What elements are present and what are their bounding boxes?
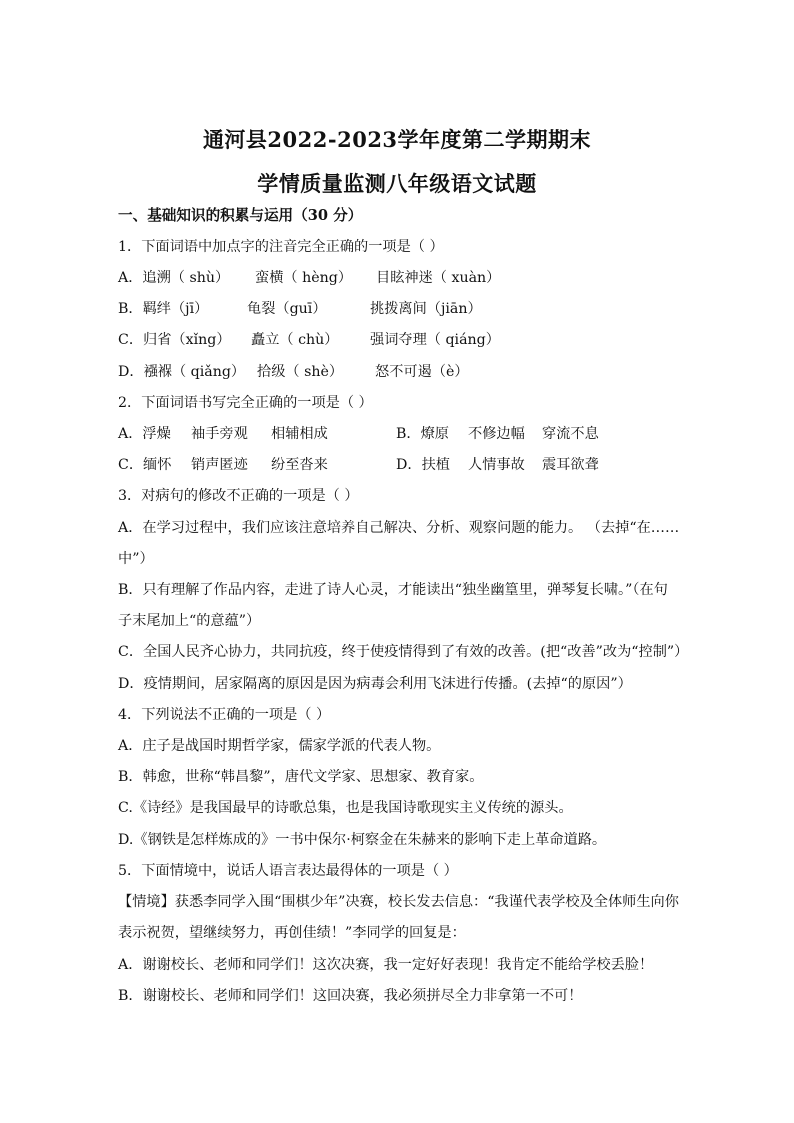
q2-b-part2: 不修边幅 — [468, 426, 525, 442]
q4-stem: 4．下列说法不正确的一项是（ ） — [118, 707, 331, 723]
q1-d-part2: 拾级（ shè） — [257, 364, 344, 380]
q1-d-part1: D．襁褓（ qiǎng） — [118, 364, 246, 380]
q3-option-a-line1: A．在学习过程中，我们应该注意培养自己解决、分析、观察问题的能力。 （去掉“在…… — [118, 520, 680, 536]
q3-option-b-line1: B．只有理解了作品内容，走进了诗人心灵，才能读出“独坐幽篁里，弹琴复长啸。”（在句 — [118, 582, 668, 598]
q2-a-part1: A．浮燥 — [118, 426, 171, 442]
q1-a-part2: 蛮横（ hèng） — [255, 270, 353, 286]
q5-option-b: B．谢谢校长、老师和同学们！这回决赛，我必须拼尽全力非拿第一不可！ — [118, 988, 583, 1004]
q3-option-b-line2: 子末尾加上“的意蕴”） — [118, 613, 261, 629]
q2-a-part3: 相辅相成 — [271, 426, 328, 442]
q4-option-a: A．庄子是战国时期哲学家，儒家学派的代表人物。 — [118, 738, 441, 754]
q4-option-c: C.《诗经》是我国最早的诗歌总集，也是我国诗歌现实主义传统的源头。 — [118, 800, 573, 816]
q2-c-part3: 纷至沓来 — [271, 457, 328, 473]
q3-option-c: C．全国人民齐心协力，共同抗疫，终于使疫情得到了有效的改善。(把“改善”改为“控制”） — [118, 644, 689, 660]
q2-d-part2: 人情事故 — [468, 457, 525, 473]
q2-stem: 2．下面词语书写完全正确的一项是（ ） — [118, 395, 373, 411]
q3-option-a-line2: 中”） — [118, 551, 154, 567]
q1-a-part1: A．追溯（ shù） — [118, 270, 230, 286]
section-heading-1: 一、基础知识的积累与运用（30 分） — [118, 207, 363, 224]
q1-b-part1: B．羁绊（jī） — [118, 301, 209, 317]
q2-c-part1: C．缅怀 — [118, 457, 172, 473]
q5-stem: 5．下面情境中，说话人语言表达最得体的一项是（ ） — [118, 863, 458, 879]
q2-d-part1: D．扶植 — [396, 457, 450, 473]
q2-b-part1: B．燎原 — [396, 426, 449, 442]
q1-b-part3: 挑拨离间（jiān） — [370, 301, 482, 317]
q2-c-part2: 销声匿迹 — [191, 457, 248, 473]
exam-title-line-2: 学情质量监测八年级语文试题 — [257, 171, 537, 196]
q5-option-a: A．谢谢校长、老师和同学们！这次决赛，我一定好好表现！我肯定不能给学校丢脸！ — [118, 957, 654, 973]
q5-context-line1: 【情境】获悉李同学入围“围棋少年”决赛，校长发去信息：“我谨代表学校及全体师生向你 — [118, 894, 679, 910]
q2-b-part3: 穿流不息 — [542, 426, 599, 442]
q3-stem: 3．对病句的修改不正确的一项是（ ） — [118, 488, 359, 504]
q5-context-line2: 表示祝贺，望继续努力，再创佳绩！”李同学的回复是： — [118, 925, 466, 941]
q4-option-b: B．韩愈，世称“韩昌黎”，唐代文学家、思想家、教育家。 — [118, 769, 484, 785]
q1-d-part3: 怒不可遏（è） — [375, 364, 469, 380]
q4-option-d: D.《钢铁是怎样炼成的》一书中保尔·柯察金在朱赫来的影响下走上革命道路。 — [118, 832, 607, 848]
q1-c-part3: 强词夺理（ qiáng） — [370, 332, 500, 348]
q1-stem: 1．下面词语中加点字的注音完全正确的一项是（ ） — [118, 239, 444, 255]
q3-option-d: D．疫情期间，居家隔离的原因是因为病毒会利用飞沫进行传播。(去掉“的原因”） — [118, 676, 632, 692]
q1-b-part2: 龟裂（guī） — [247, 301, 327, 317]
q2-d-part3: 震耳欲聋 — [542, 457, 599, 473]
q1-c-part2: 矗立（ chù） — [251, 332, 339, 348]
q2-a-part2: 袖手旁观 — [191, 426, 248, 442]
q1-a-part3: 目眩神迷（ xuàn） — [376, 270, 501, 286]
exam-title-line-1: 通河县2022-2023学年度第二学期期末 — [202, 127, 592, 152]
q1-c-part1: C．归省（xǐng） — [118, 332, 231, 348]
